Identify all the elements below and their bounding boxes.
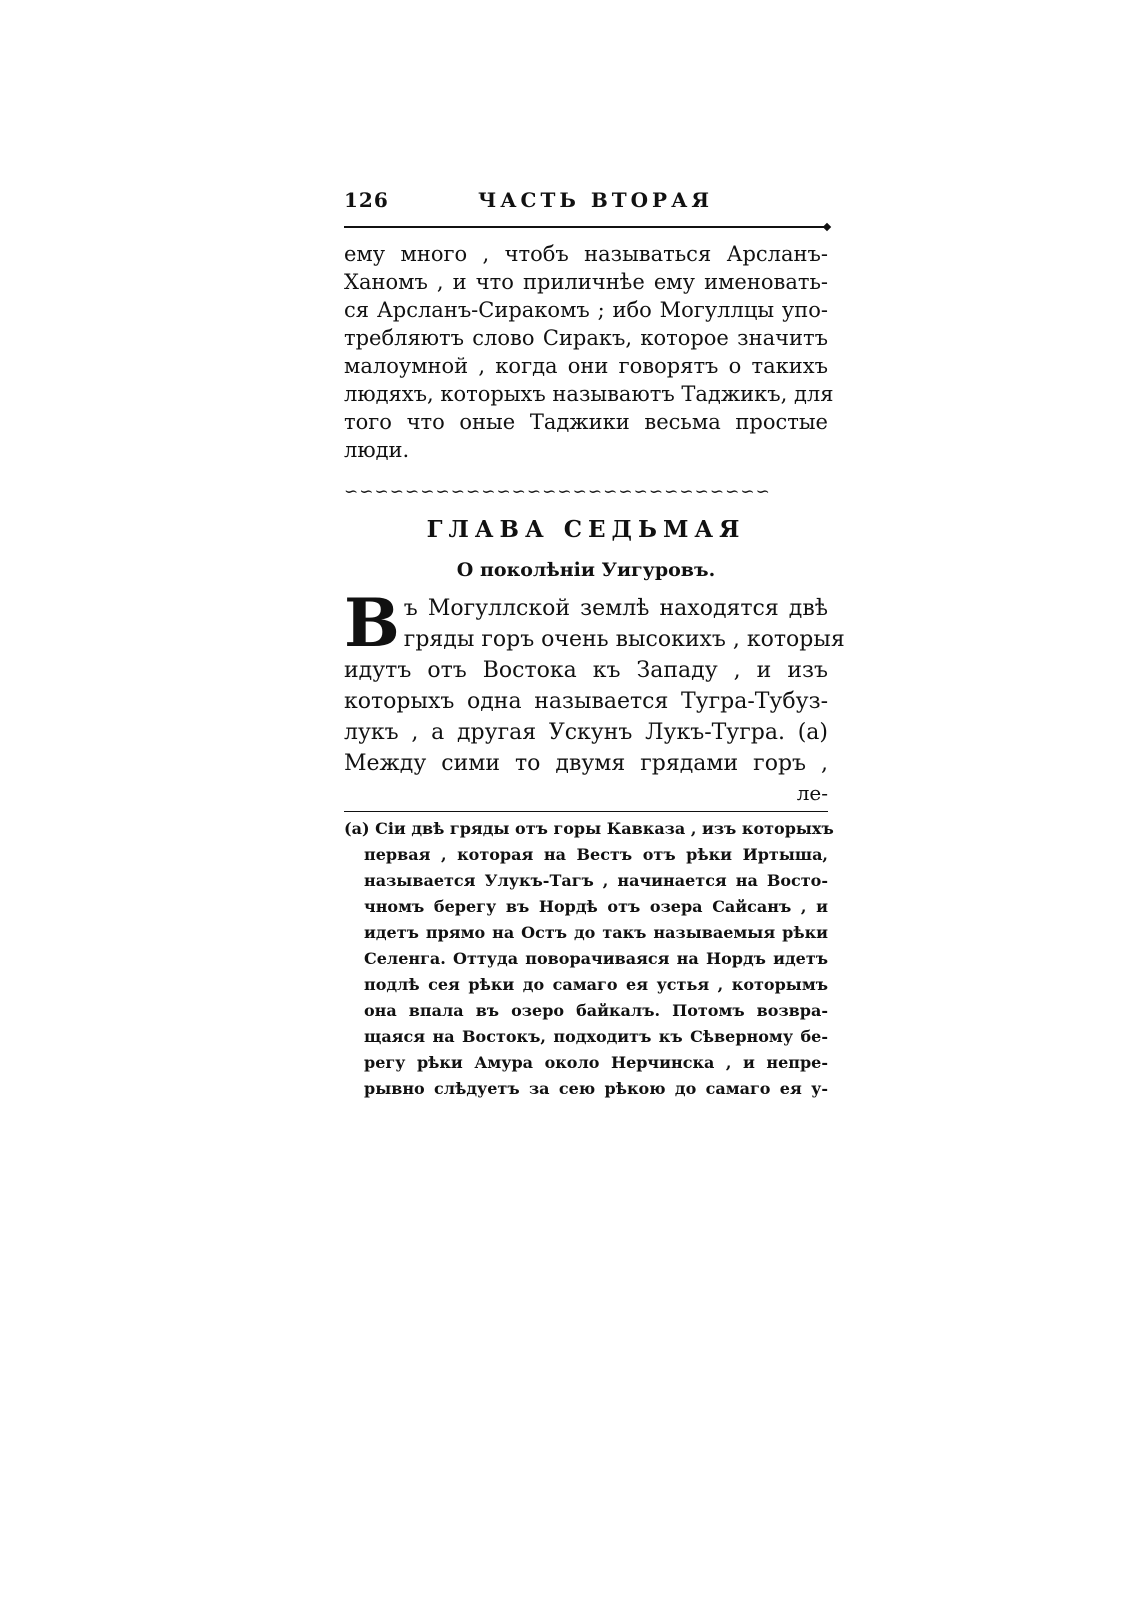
running-title: ЧАСТЬ ВТОРАЯ: [478, 188, 713, 212]
drop-cap: В: [344, 584, 400, 662]
footnote-line: щаяся на Востокъ, подходитъ къ Сѣверному бе-: [364, 1027, 828, 1046]
header-rule: [344, 226, 826, 228]
text-line: гряды горъ очень высокихъ , которыя: [403, 627, 845, 652]
text-line: люди.: [344, 438, 410, 462]
footnote-line: Селенга. Оттуда поворачиваяся на Нордъ идетъ: [364, 949, 828, 968]
text-line: людяхъ, которыхъ называютъ Таджикъ, для: [344, 382, 834, 406]
footnote-line: (а) Сіи двѣ гряды отъ горы Кавказа , изъ которыхъ: [344, 819, 834, 838]
page-number: 126: [344, 188, 389, 212]
text-line: Между сими то двумя грядами горъ ,: [344, 751, 828, 776]
book-page: [344, 180, 845, 1102]
continued-paragraph: [344, 240, 834, 464]
footnote-rule: [344, 811, 828, 812]
text-line: Ханомъ , и что приличнѣе ему именовать-: [344, 270, 828, 294]
text-line: ъ Могуллской землѣ находятся двѣ: [403, 596, 828, 621]
text-line: ся Арсланъ-Сиракомъ ; ибо Могуллцы упо-: [344, 298, 828, 322]
text-line: лукъ , а другая Ускунъ Лукъ-Тугра. (а): [344, 720, 828, 745]
text-line: ему много , чтобъ называться Арсланъ-: [344, 242, 828, 266]
chapter-title: ГЛАВА СЕДЬМАЯ: [426, 516, 746, 543]
footnote-line: подлѣ сея рѣки до самаго ея устья , которымъ: [364, 975, 828, 994]
catchword: ле-: [796, 781, 828, 805]
text-line: малоумной , когда они говорятъ о такихъ: [344, 354, 828, 378]
text-line: идутъ отъ Востока къ Западу , и изъ: [344, 658, 828, 683]
footnote-line: называется Улукъ-Тагъ , начинается на Восто-: [364, 871, 828, 890]
text-line: которыхъ одна называется Тугра-Тубуз-: [344, 689, 828, 714]
footnote-line: первая , которая на Вестъ отъ рѣки Иртыша,: [364, 845, 828, 864]
chapter-subtitle: О поколѣніи Уигуровъ.: [456, 559, 716, 581]
footnote-line: рывно слѣдуетъ за сею рѣкою до самаго ея у-: [364, 1079, 828, 1098]
footnote: [344, 816, 834, 1102]
chapter-paragraph: [344, 584, 845, 779]
text-line: требляютъ слово Сиракъ, которое значитъ: [344, 326, 828, 350]
text-line: того что оные Таджики весьма простые: [344, 410, 828, 434]
footnote-line: регу рѣки Амура около Нерчинска , и непре-: [364, 1053, 828, 1072]
page-header: [344, 180, 828, 226]
footnote-line: идетъ прямо на Остъ до такъ называемыя рѣки: [364, 923, 828, 942]
footnote-line: она впала въ озеро байкалъ. Потомъ возвра-: [364, 1001, 828, 1020]
ornamental-divider: ∽∽∽∽∽∽∽∽∽∽∽∽∽∽∽∽∽∽∽∽∽∽∽∽∽∽∽∽: [344, 482, 771, 502]
footnote-line: чномъ берегу въ Нордѣ отъ озера Сайсанъ , и: [364, 897, 828, 916]
